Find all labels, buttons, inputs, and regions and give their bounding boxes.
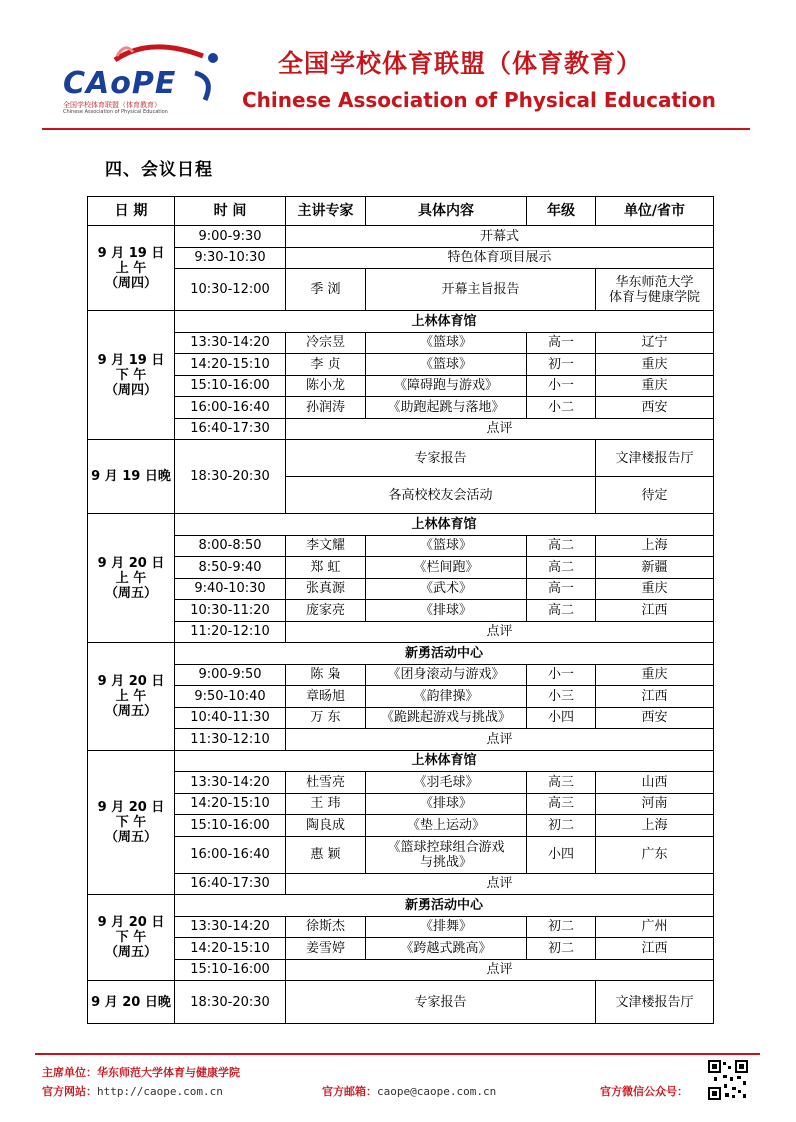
time-cell: 13:30-14:20: [175, 916, 286, 938]
table-row: [88, 981, 714, 1024]
speaker-cell: 惠 颖: [286, 836, 366, 873]
footer-wechat: [600, 1083, 688, 1099]
logo-subtitle: 全国学校体育联盟（体育教育）: [63, 101, 161, 109]
speaker-cell: 章旸旭: [286, 686, 366, 708]
date-cell: [88, 750, 175, 895]
speaker-cell: 陶良成: [286, 815, 366, 837]
date-cell: 9 月 20 日晚: [88, 981, 175, 1024]
review-cell: 点评: [286, 418, 714, 440]
table-row: [88, 621, 714, 643]
unit-cell: 广东: [596, 836, 714, 873]
time-cell: 10:30-12:00: [175, 269, 286, 311]
table-row: [88, 836, 714, 873]
footer-email-label: 官方邮箱：: [322, 1085, 377, 1098]
venue-cell: 上林体育馆: [175, 311, 714, 333]
time-cell: 9:50-10:40: [175, 686, 286, 708]
table-row: [88, 226, 714, 248]
table-row: [88, 664, 714, 686]
unit-cell: 文津楼报告厅: [596, 981, 714, 1024]
time-cell: 9:40-10:30: [175, 578, 286, 600]
date-line: （周四）: [104, 275, 157, 291]
speaker-cell: 陈小龙: [286, 375, 366, 397]
table-row: [88, 535, 714, 557]
content-cell: 《篮球》: [366, 535, 527, 557]
time-cell: 14:20-15:10: [175, 938, 286, 960]
unit-line: 体育与健康学院: [608, 289, 700, 305]
grade-cell: 高一: [527, 578, 596, 600]
table-row: [88, 707, 714, 729]
col-header-speaker: 主讲专家: [286, 197, 366, 226]
table-row: [88, 959, 714, 981]
col-header-unit: 单位/省市: [596, 197, 714, 226]
logo-subtitle-en: Chinese Association of Physical Education: [63, 109, 168, 115]
table-row: [88, 873, 714, 895]
table-row: [88, 440, 714, 477]
speaker-cell: 杜雪亮: [286, 772, 366, 794]
time-cell: 9:00-9:30: [175, 226, 286, 248]
col-header-time: 时 间: [175, 197, 286, 226]
table-row: [88, 793, 714, 815]
speaker-cell: 孙润涛: [286, 397, 366, 419]
table-row: [88, 418, 714, 440]
time-cell: 9:00-9:50: [175, 664, 286, 686]
venue-cell: 新勇活动中心: [175, 895, 714, 917]
time-cell: 18:30-20:30: [175, 440, 286, 514]
col-header-grade: 年级: [527, 197, 596, 226]
content-cell: [366, 836, 527, 873]
date-line: 下 午: [115, 814, 147, 830]
unit-cell: 重庆: [596, 664, 714, 686]
review-cell: 点评: [286, 729, 714, 751]
grade-cell: 小四: [527, 836, 596, 873]
content-cell: 专家报告: [286, 440, 596, 477]
content-cell: 开幕式: [286, 226, 714, 248]
org-name-en: Chinese Association of Physical Education: [242, 88, 716, 112]
time-cell: 18:30-20:30: [175, 981, 286, 1024]
time-cell: 13:30-14:20: [175, 772, 286, 794]
col-header-content: 具体内容: [366, 197, 527, 226]
venue-cell: 上林体育馆: [175, 750, 714, 772]
content-cell: 开幕主旨报告: [366, 269, 596, 311]
table-row: [88, 938, 714, 960]
content-cell: 《团身滚动与游戏》: [366, 664, 527, 686]
date-line: 9 月 19 日: [97, 352, 165, 368]
venue-cell: 新勇活动中心: [175, 643, 714, 665]
content-cell: 《武术》: [366, 578, 527, 600]
table-row: [88, 643, 714, 665]
content-cell: 《韵律操》: [366, 686, 527, 708]
time-cell: 15:10-16:00: [175, 375, 286, 397]
grade-cell: 小四: [527, 707, 596, 729]
grade-cell: 小一: [527, 664, 596, 686]
speaker-cell: 郑 虹: [286, 557, 366, 579]
grade-cell: 高二: [527, 535, 596, 557]
speaker-cell: 李 贞: [286, 354, 366, 376]
logo-wordmark: CAoPE: [63, 66, 177, 101]
table-row: [88, 600, 714, 622]
col-header-date: 日 期: [88, 197, 175, 226]
unit-cell: 文津楼报告厅: [596, 440, 714, 477]
content-cell: 《跨越式跳高》: [366, 938, 527, 960]
date-line: 9 月 20 日: [97, 555, 165, 571]
grade-cell: 小一: [527, 375, 596, 397]
content-line: 与挑战》: [419, 854, 472, 870]
grade-cell: 高二: [527, 600, 596, 622]
table-row: [88, 375, 714, 397]
content-cell: 特色体育项目展示: [286, 247, 714, 269]
table-row: [88, 354, 714, 376]
speaker-cell: 王 玮: [286, 793, 366, 815]
footer-email: [322, 1083, 496, 1099]
content-cell: 《助跑起跳与落地》: [366, 397, 527, 419]
footer-site-link[interactable]: http://caope.com.cn: [97, 1085, 223, 1098]
unit-cell: 河南: [596, 793, 714, 815]
speaker-cell: 季 浏: [286, 269, 366, 311]
unit-cell: 西安: [596, 707, 714, 729]
date-line: 下 午: [115, 367, 147, 383]
content-cell: 《栏间跑》: [366, 557, 527, 579]
footer-host: [42, 1064, 240, 1080]
unit-cell: [596, 269, 714, 311]
time-cell: 10:40-11:30: [175, 707, 286, 729]
speaker-cell: 李文耀: [286, 535, 366, 557]
time-cell: 9:30-10:30: [175, 247, 286, 269]
date-line: 下 午: [115, 930, 147, 945]
footer-site-label: 官方网站：: [42, 1085, 97, 1098]
footer-wechat-label: 官方微信公众号：: [600, 1085, 688, 1098]
table-row: [88, 750, 714, 772]
grade-cell: 高一: [527, 332, 596, 354]
table-row: [88, 311, 714, 333]
date-line: （周五）: [104, 703, 157, 719]
table-row: [88, 916, 714, 938]
date-line: （周五）: [104, 585, 157, 601]
page-header: [0, 0, 796, 140]
date-cell: [88, 311, 175, 440]
time-cell: 14:20-15:10: [175, 354, 286, 376]
unit-cell: 重庆: [596, 354, 714, 376]
table-header-row: [88, 197, 714, 226]
time-cell: 8:50-9:40: [175, 557, 286, 579]
schedule-table: [87, 196, 714, 1024]
unit-cell: 山西: [596, 772, 714, 794]
org-name-cn: 全国学校体育联盟（体育教育）: [278, 49, 643, 78]
date-line: 9 月 20 日: [97, 799, 165, 815]
table-row: [88, 578, 714, 600]
time-cell: 16:40-17:30: [175, 418, 286, 440]
table-row: [88, 895, 714, 917]
review-cell: 点评: [286, 621, 714, 643]
date-line: 9 月 20 日: [97, 915, 165, 930]
table-row: [88, 815, 714, 837]
date-line: 9 月 20 日: [97, 673, 165, 689]
time-cell: 15:10-16:00: [175, 815, 286, 837]
section-title: 四、会议日程: [105, 160, 213, 180]
time-cell: 8:00-8:50: [175, 535, 286, 557]
table-row: [88, 557, 714, 579]
footer-host-label: 主席单位：: [42, 1066, 97, 1079]
content-line: 《篮球控球组合游戏: [387, 839, 505, 855]
time-cell: 11:20-12:10: [175, 621, 286, 643]
content-cell: 《篮球》: [366, 332, 527, 354]
unit-cell: 重庆: [596, 375, 714, 397]
table-row: [88, 686, 714, 708]
grade-cell: 初二: [527, 916, 596, 938]
review-cell: 点评: [286, 959, 714, 981]
unit-cell: 上海: [596, 535, 714, 557]
time-cell: 13:30-14:20: [175, 332, 286, 354]
venue-cell: 上林体育馆: [175, 514, 714, 536]
unit-cell: 待定: [596, 477, 714, 514]
table-row: [88, 332, 714, 354]
date-cell: [88, 226, 175, 311]
footer-divider: [35, 1053, 760, 1055]
date-line: 上 午: [115, 688, 147, 704]
unit-cell: 江西: [596, 938, 714, 960]
unit-cell: 辽宁: [596, 332, 714, 354]
grade-cell: 高三: [527, 772, 596, 794]
table-row: [88, 729, 714, 751]
header-divider: [42, 128, 750, 130]
content-cell: 《篮球》: [366, 354, 527, 376]
date-line: 9 月 19 日: [97, 245, 165, 261]
time-cell: 16:00-16:40: [175, 836, 286, 873]
unit-line: 华东师范大学: [615, 274, 694, 290]
date-cell: 9 月 19 日晚: [88, 440, 175, 514]
date-cell: [88, 895, 175, 981]
grade-cell: 高三: [527, 793, 596, 815]
date-cell: [88, 514, 175, 643]
speaker-cell: 姜雪婷: [286, 938, 366, 960]
unit-cell: 上海: [596, 815, 714, 837]
speaker-cell: 陈 枭: [286, 664, 366, 686]
content-cell: 《排舞》: [366, 916, 527, 938]
unit-cell: 重庆: [596, 578, 714, 600]
speaker-cell: 冷宗昱: [286, 332, 366, 354]
qr-code-icon: [708, 1060, 748, 1100]
grade-cell: 小二: [527, 397, 596, 419]
content-cell: 专家报告: [286, 981, 596, 1024]
time-cell: 10:30-11:20: [175, 600, 286, 622]
footer-site: [42, 1083, 223, 1099]
footer-host-value: 华东师范大学体育与健康学院: [97, 1066, 240, 1079]
time-cell: 16:00-16:40: [175, 397, 286, 419]
unit-cell: 新疆: [596, 557, 714, 579]
grade-cell: 初一: [527, 354, 596, 376]
date-line: 上 午: [115, 570, 147, 586]
content-cell: 《跪跳起游戏与挑战》: [366, 707, 527, 729]
grade-cell: 高二: [527, 557, 596, 579]
table-row: [88, 772, 714, 794]
table-row: [88, 247, 714, 269]
table-row: [88, 269, 714, 311]
time-cell: 14:20-15:10: [175, 793, 286, 815]
content-cell: 《障碍跑与游戏》: [366, 375, 527, 397]
date-cell: [88, 643, 175, 751]
speaker-cell: 徐斯杰: [286, 916, 366, 938]
unit-cell: 西安: [596, 397, 714, 419]
grade-cell: 初二: [527, 815, 596, 837]
caope-logo: [55, 38, 230, 118]
unit-cell: 江西: [596, 600, 714, 622]
content-cell: 《垫上运动》: [366, 815, 527, 837]
time-cell: 16:40-17:30: [175, 873, 286, 895]
footer-email-link[interactable]: caope@caope.com.cn: [377, 1085, 497, 1098]
table-row: [88, 397, 714, 419]
grade-cell: 小三: [527, 686, 596, 708]
unit-cell: 广州: [596, 916, 714, 938]
grade-cell: 初二: [527, 938, 596, 960]
time-cell: 15:10-16:00: [175, 959, 286, 981]
content-cell: 各高校校友会活动: [286, 477, 596, 514]
date-line: （周五）: [104, 829, 157, 845]
table-row: [88, 514, 714, 536]
review-cell: 点评: [286, 873, 714, 895]
speaker-cell: 万 东: [286, 707, 366, 729]
date-line: （周五）: [104, 945, 157, 960]
content-cell: 《羽毛球》: [366, 772, 527, 794]
date-line: 上 午: [115, 260, 147, 276]
date-line: （周四）: [104, 382, 157, 398]
content-cell: 《排球》: [366, 793, 527, 815]
unit-cell: 江西: [596, 686, 714, 708]
content-cell: 《排球》: [366, 600, 527, 622]
time-cell: 11:30-12:10: [175, 729, 286, 751]
speaker-cell: 张真源: [286, 578, 366, 600]
speaker-cell: 庞家亮: [286, 600, 366, 622]
